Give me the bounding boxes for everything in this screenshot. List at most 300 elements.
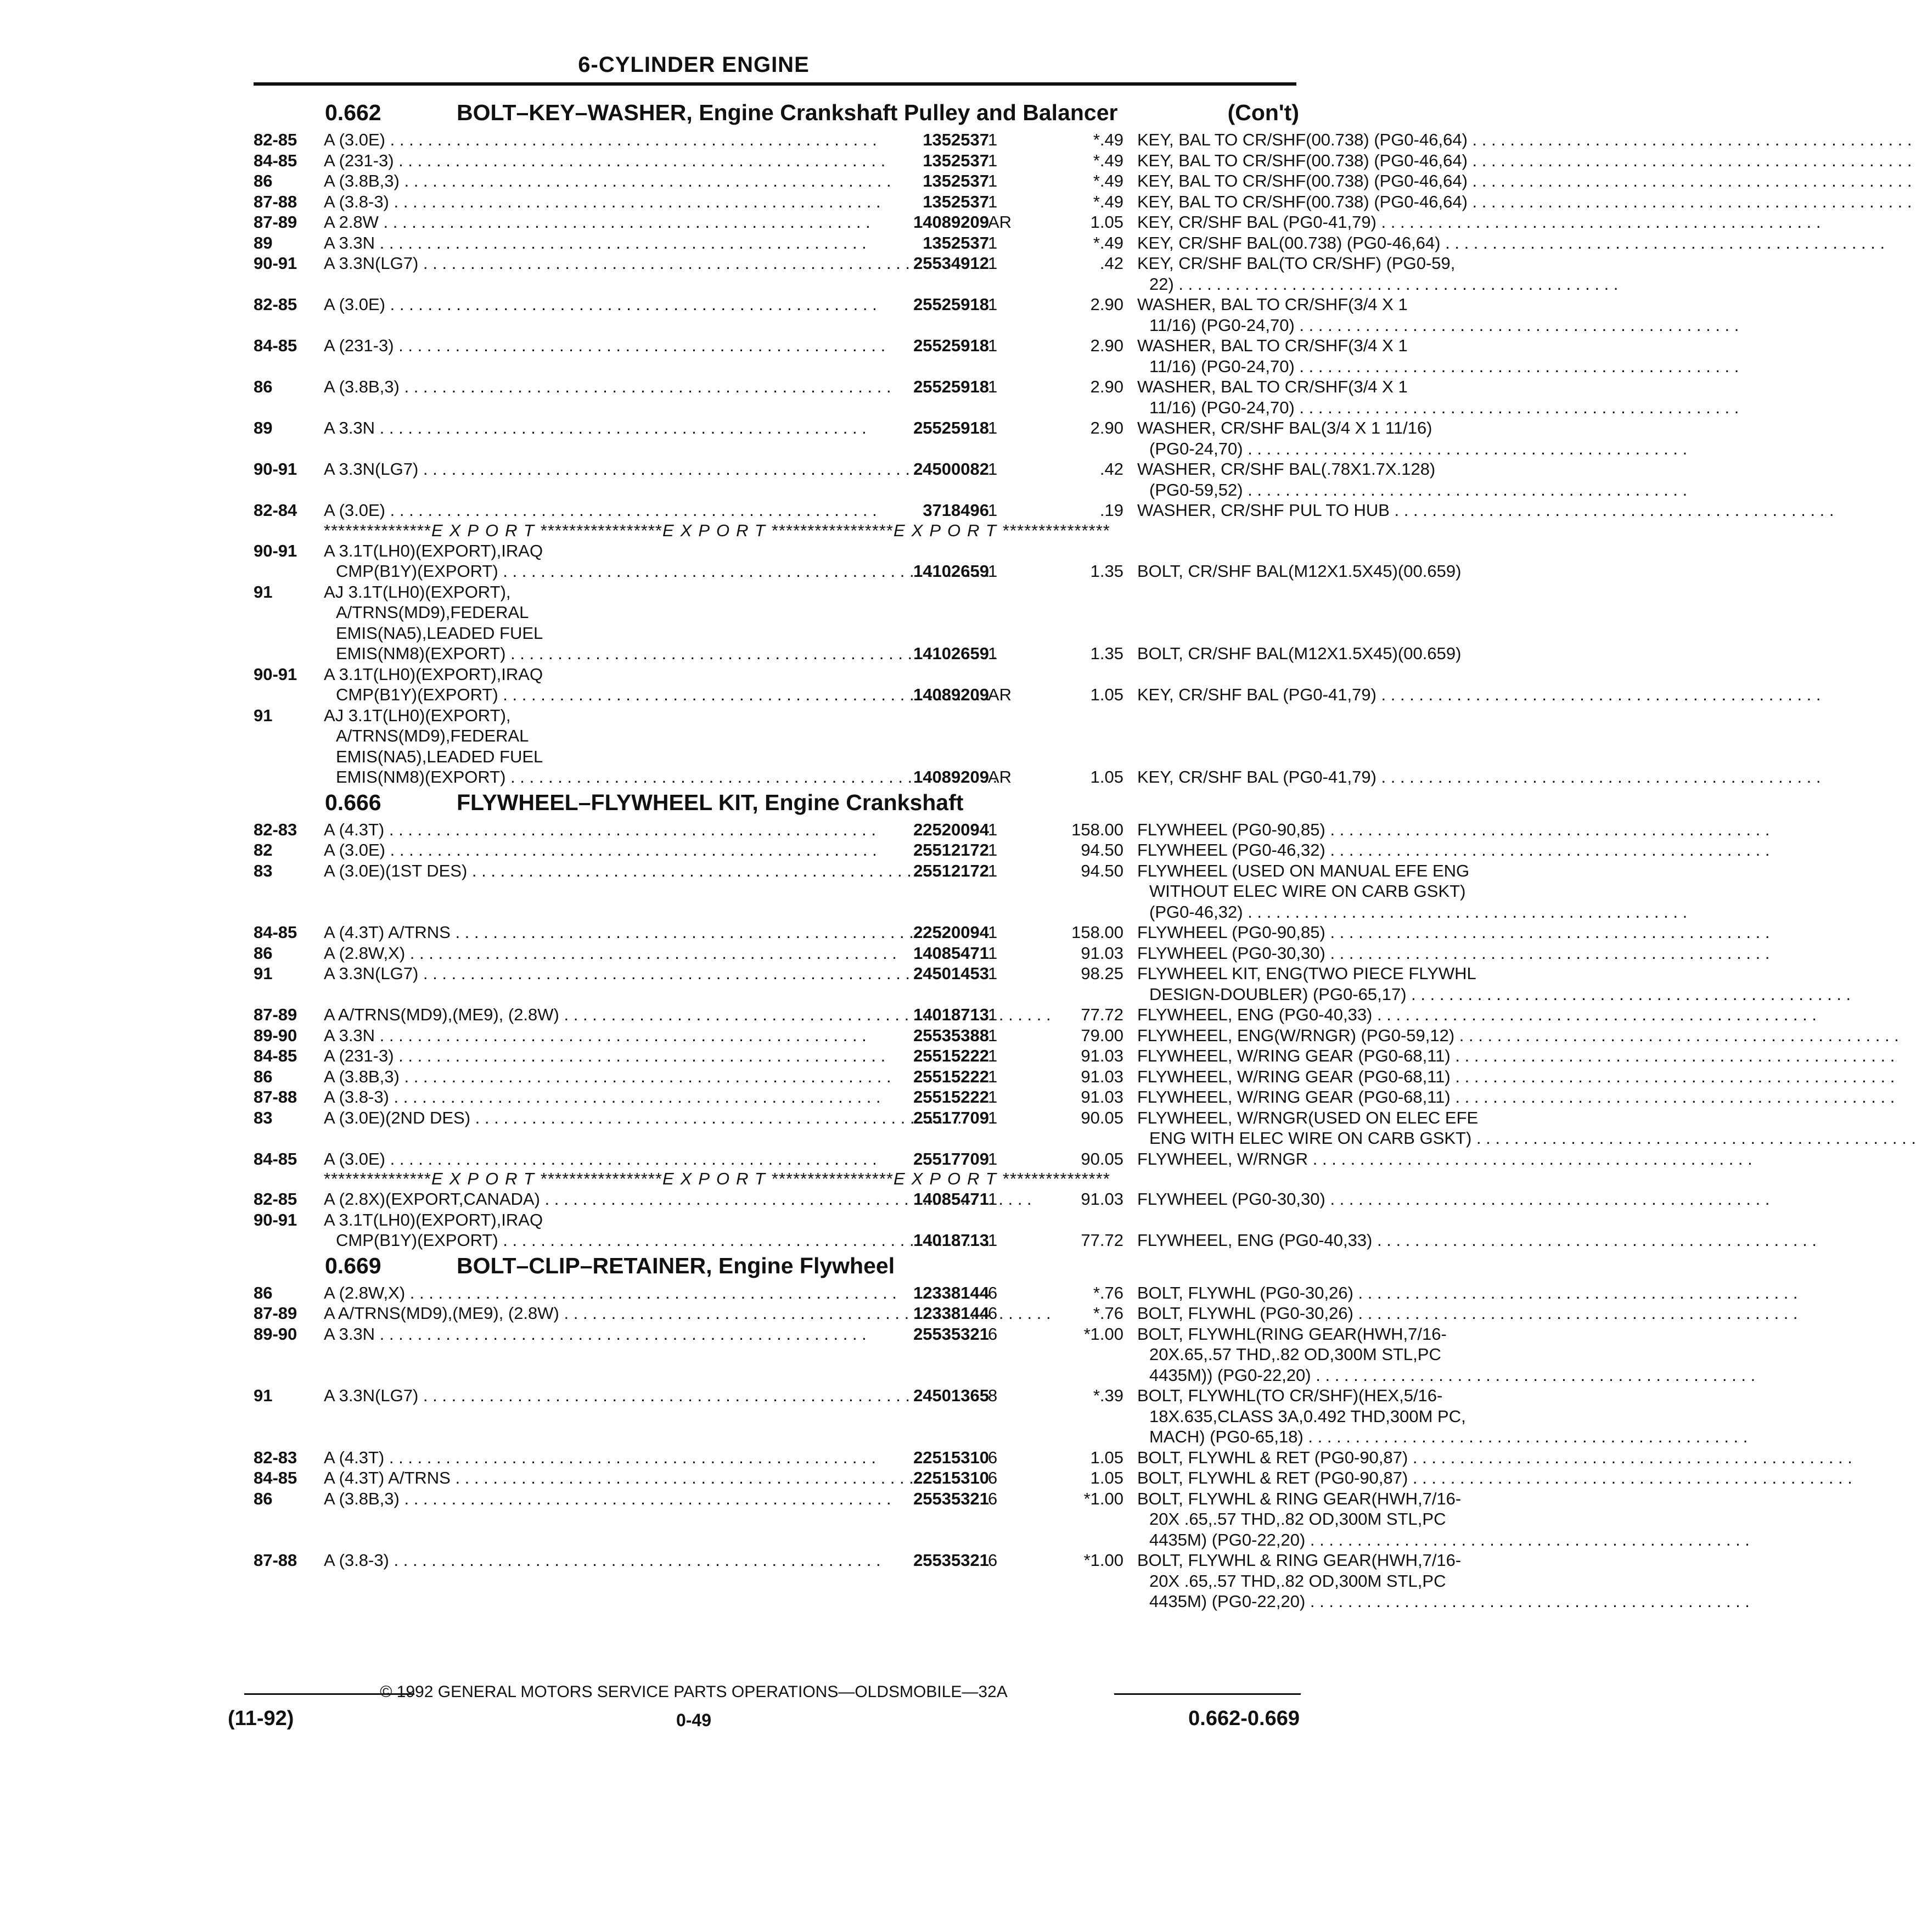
- table-row: [254, 1066, 1451, 1087]
- price: 1.05: [1090, 1447, 1123, 1467]
- part-description: KEY, CR/SHF BAL (PG0-41,79) . . .: [1137, 684, 1847, 705]
- quantity: 1: [988, 1005, 998, 1024]
- quantity: 1: [988, 418, 998, 437]
- model-application: CMP(B1Y)(EXPORT) . . .: [336, 684, 875, 705]
- price: 2.90: [1090, 377, 1123, 396]
- price: 91.03: [1081, 1087, 1123, 1107]
- export-stars: *****************: [771, 520, 894, 540]
- part-description: (PG0-24,70) . . .: [1137, 439, 1859, 459]
- table-row-continued: [254, 767, 1376, 788]
- part-description: FLYWHEEL (PG0-30,30) . . .: [1137, 1189, 1847, 1210]
- quantity: 1: [988, 130, 998, 149]
- model-application: A (4.3T) . . .: [324, 819, 875, 840]
- model-application: A 3.1T(LH0)(EXPORT),IRAQ: [324, 664, 543, 684]
- part-number: 14102659: [913, 561, 989, 581]
- part-description: (PG0-46,32) . . .: [1137, 902, 1859, 923]
- model-year: 83: [254, 1108, 273, 1127]
- part-description: FLYWHEEL, W/RNGR(USED ON ELEC EFE: [1137, 1108, 1479, 1127]
- part-description: FLYWHEEL, ENG (PG0-40,33) . . .: [1137, 1230, 1847, 1251]
- export-label: EXPORT: [893, 1169, 1003, 1188]
- price: 1.05: [1090, 685, 1123, 704]
- part-description: FLYWHEEL (USED ON MANUAL EFE ENG: [1137, 861, 1470, 880]
- part-number: 1352537: [923, 130, 989, 149]
- model-application: A (3.0E) . . .: [324, 1149, 875, 1170]
- part-number: 25515222: [913, 1066, 989, 1086]
- model-year: 90-91: [254, 541, 297, 560]
- model-year: 84-85: [254, 336, 297, 355]
- model-application: A (3.0E) . . .: [324, 130, 875, 150]
- footer-date: (11-92): [228, 1707, 294, 1730]
- export-separator: [254, 1169, 1299, 1189]
- table-row: [254, 1087, 1451, 1108]
- table-row: [254, 1385, 1443, 1406]
- part-number: 1352537: [923, 150, 989, 170]
- export-stars: ***************: [324, 1169, 431, 1188]
- price: 91.03: [1081, 943, 1123, 963]
- part-description: BOLT, FLYWHL & RING GEAR(HWH,7/16-: [1137, 1489, 1462, 1508]
- export-label: EXPORT: [431, 1169, 541, 1188]
- part-description: BOLT, FLYWHL & RING GEAR(HWH,7/16-: [1137, 1551, 1462, 1570]
- part-description: DESIGN-DOUBLER) (PG0-65,17) . . .: [1137, 984, 1859, 1005]
- table-row: [254, 192, 1468, 212]
- part-description: FLYWHEEL KIT, ENG(TWO PIECE FLYWHL: [1137, 964, 1476, 983]
- price: 2.90: [1090, 418, 1123, 437]
- part-number: 25535321: [913, 1551, 989, 1570]
- quantity: 1: [988, 336, 998, 355]
- table-row: [254, 1108, 1479, 1128]
- part-description: FLYWHEEL, W/RING GEAR (PG0-68,11) . . .: [1137, 1066, 1847, 1087]
- page-title: 6-CYLINDER ENGINE: [578, 53, 810, 77]
- quantity: 1: [988, 1231, 998, 1250]
- model-year: 82-84: [254, 501, 297, 520]
- price: .42: [1099, 459, 1123, 479]
- section-title: BOLT–KEY–WASHER, Engine Crankshaft Pulley and Balancer: [457, 100, 1118, 125]
- model-application: CMP(B1Y)(EXPORT) . . .: [336, 1230, 875, 1251]
- table-row-continued: [254, 1230, 1373, 1251]
- model-year: 89: [254, 418, 273, 437]
- table-row-continued: [254, 881, 1466, 902]
- part-description: FLYWHEEL, W/RNGR . . .: [1137, 1149, 1847, 1170]
- part-description: 18X.635,CLASS 3A,0.492 THD,300M PC,: [1149, 1406, 1466, 1426]
- table-row: [254, 130, 1468, 150]
- table-row-continued: [254, 274, 1299, 295]
- part-number: 22520094: [913, 923, 989, 942]
- model-year: 86: [254, 1489, 273, 1508]
- table-row: [254, 1447, 1408, 1468]
- part-description: 22) . . .: [1137, 274, 1859, 295]
- table-row-continued: [254, 1344, 1441, 1365]
- part-description: KEY, CR/SHF BAL(00.738) (PG0-46,64) . . .: [1137, 233, 1847, 254]
- table-row-continued: [254, 1406, 1466, 1427]
- table-row-continued: [254, 1509, 1446, 1530]
- part-description: ENG WITH ELEC WIRE ON CARB GSKT) . . .: [1137, 1128, 1859, 1149]
- table-row: [254, 1210, 1299, 1231]
- table-row: [254, 233, 1441, 254]
- quantity: 1: [988, 1087, 998, 1107]
- model-application: A (3.0E) . . .: [324, 294, 875, 315]
- model-year: 83: [254, 861, 273, 880]
- part-description: 20X .65,.57 THD,.82 OD,300M STL,PC: [1149, 1509, 1446, 1529]
- model-application: A (3.8B,3) . . .: [324, 1489, 875, 1509]
- part-number: 25517709: [913, 1149, 989, 1169]
- model-application: A (3.0E) . . .: [324, 840, 875, 861]
- table-row-continued: [254, 643, 1462, 664]
- table-row: [254, 1468, 1408, 1489]
- part-number: 12338144: [913, 1283, 989, 1302]
- quantity: 1: [988, 295, 998, 314]
- part-number: 25517709: [913, 1108, 989, 1127]
- export-stars: ***************: [1002, 520, 1110, 540]
- table-row: [254, 840, 1325, 861]
- part-number: 25535388: [913, 1025, 989, 1045]
- part-number: 22515310: [913, 1447, 989, 1467]
- model-application: A (3.8B,3) . . .: [324, 1066, 875, 1087]
- model-year: 89-90: [254, 1025, 297, 1045]
- part-number: 14018713: [913, 1005, 989, 1024]
- part-description: BOLT, CR/SHF BAL(M12X1.5X45)(00.659): [1137, 561, 1462, 581]
- model-year: 82-85: [254, 1189, 297, 1209]
- table-row: [254, 582, 1299, 603]
- price: 1.05: [1090, 1468, 1123, 1487]
- price: *.49: [1093, 171, 1123, 190]
- price: 2.90: [1090, 295, 1123, 314]
- table-row-continued: [254, 356, 1299, 377]
- price: 1.05: [1090, 212, 1123, 232]
- part-description: BOLT, FLYWHL(TO CR/SHF)(HEX,5/16-: [1137, 1386, 1443, 1405]
- table-row: [254, 1004, 1373, 1025]
- model-application: A (4.3T) A/TRNS . . .: [324, 922, 875, 943]
- part-description: BOLT, FLYWHL & RET (PG0-90,87) . . .: [1137, 1468, 1847, 1489]
- model-application: A (2.8W,X) . . .: [324, 943, 875, 964]
- table-row: [254, 253, 1456, 274]
- model-application: A/TRNS(MD9),FEDERAL: [336, 726, 529, 745]
- part-number: 24501453: [913, 964, 989, 983]
- quantity: AR: [988, 212, 1012, 232]
- part-number: 25535321: [913, 1324, 989, 1344]
- model-year: 89: [254, 233, 273, 252]
- price: *1.00: [1083, 1489, 1123, 1508]
- model-year: 91: [254, 582, 273, 602]
- model-year: 82-83: [254, 1447, 297, 1467]
- part-description: FLYWHEEL (PG0-30,30) . . .: [1137, 943, 1847, 964]
- model-application: A (4.3T) . . .: [324, 1447, 875, 1468]
- part-number: 1352537: [923, 192, 989, 211]
- part-number: 1352537: [923, 233, 989, 252]
- footer-range: 0.662-0.669: [1188, 1707, 1300, 1730]
- part-description: 20X .65,.57 THD,.82 OD,300M STL,PC: [1149, 1571, 1446, 1591]
- part-description: BOLT, FLYWHL & RET (PG0-90,87) . . .: [1137, 1447, 1847, 1468]
- price: .19: [1099, 501, 1123, 520]
- part-number: 25525918: [913, 295, 989, 314]
- quantity: 6: [988, 1283, 998, 1302]
- model-year: 91: [254, 705, 273, 725]
- table-row: [254, 1303, 1353, 1324]
- model-year: 84-85: [254, 1149, 297, 1169]
- model-application: A 3.3N . . .: [324, 1025, 875, 1046]
- part-description: FLYWHEEL, W/RING GEAR (PG0-68,11) . . .: [1137, 1046, 1847, 1066]
- price: *1.00: [1083, 1551, 1123, 1570]
- part-number: 14085471: [913, 943, 989, 963]
- quantity: 6: [988, 1304, 998, 1323]
- quantity: 1: [988, 1025, 998, 1045]
- model-application: A 3.1T(LH0)(EXPORT),IRAQ: [324, 1210, 543, 1229]
- price: 91.03: [1081, 1066, 1123, 1086]
- model-application: A A/TRNS(MD9),(ME9), (2.8W) . . .: [324, 1004, 875, 1025]
- table-row: [254, 1046, 1451, 1066]
- quantity: 1: [988, 171, 998, 190]
- export-label: EXPORT: [893, 520, 1003, 540]
- model-application: A 2.8W . . .: [324, 212, 875, 233]
- table-row-continued: [254, 397, 1299, 418]
- table-row-continued: [254, 684, 1376, 705]
- table-row: [254, 1025, 1455, 1046]
- quantity: 1: [988, 964, 998, 983]
- model-application: A 3.3N . . .: [324, 418, 875, 439]
- quantity: 1: [988, 923, 998, 942]
- model-year: 87-89: [254, 1005, 297, 1024]
- footer-page-number: 0-49: [676, 1710, 712, 1730]
- export-label: EXPORT: [662, 520, 772, 540]
- table-row: [254, 459, 1436, 480]
- part-number: 14018713: [913, 1231, 989, 1250]
- quantity: 1: [988, 377, 998, 396]
- table-row: [254, 1149, 1308, 1170]
- price: 1.35: [1090, 644, 1123, 663]
- table-row: [254, 418, 1432, 439]
- section-title: BOLT–CLIP–RETAINER, Engine Flywheel: [457, 1253, 895, 1278]
- export-stars: *****************: [771, 1169, 894, 1188]
- part-number: 25515222: [913, 1046, 989, 1065]
- model-application: CMP(B1Y)(EXPORT) . . .: [336, 561, 875, 582]
- quantity: 6: [988, 1468, 998, 1487]
- quantity: 1: [988, 1189, 998, 1209]
- section-number: 0.662: [325, 100, 381, 125]
- table-row-continued: [254, 984, 1407, 1005]
- part-number: 12338144: [913, 1304, 989, 1323]
- part-description: 11/16) (PG0-24,70) . . .: [1137, 356, 1859, 377]
- header-rule: [254, 82, 1296, 86]
- part-number: 25525918: [913, 377, 989, 396]
- model-application: A A/TRNS(MD9),(ME9), (2.8W) . . .: [324, 1303, 875, 1324]
- table-row-continued: [254, 1365, 1311, 1386]
- model-year: 87-88: [254, 1551, 297, 1570]
- price: 98.25: [1081, 964, 1123, 983]
- table-row-continued: [254, 1426, 1303, 1447]
- model-application: A (3.0E)(1ST DES) . . .: [324, 861, 875, 881]
- part-description: KEY, CR/SHF BAL (PG0-41,79) . . .: [1137, 212, 1847, 233]
- part-description: KEY, BAL TO CR/SHF(00.738) (PG0-46,64) . . .: [1137, 171, 1847, 192]
- part-number: 25535321: [913, 1489, 989, 1508]
- quantity: 1: [988, 150, 998, 170]
- part-number: 14089209: [913, 212, 989, 232]
- table-row-continued: [254, 746, 1299, 767]
- table-row: [254, 1324, 1447, 1345]
- price: 77.72: [1081, 1231, 1123, 1250]
- price: 94.50: [1081, 840, 1123, 860]
- quantity: 1: [988, 233, 998, 252]
- footer-copyright: © 1992 GENERAL MOTORS SERVICE PARTS OPERATIONS—OLDSMOBILE—32A: [380, 1683, 1008, 1701]
- table-row: [254, 1489, 1462, 1509]
- model-application: A/TRNS(MD9),FEDERAL: [336, 603, 529, 622]
- part-description: KEY, BAL TO CR/SHF(00.738) (PG0-46,64) . . .: [1137, 150, 1847, 171]
- quantity: 6: [988, 1324, 998, 1344]
- model-year: 90-91: [254, 664, 297, 684]
- quantity: 6: [988, 1447, 998, 1467]
- model-application: EMIS(NA5),LEADED FUEL: [336, 623, 543, 643]
- quantity: 1: [988, 819, 998, 839]
- model-year: 87-89: [254, 1304, 297, 1323]
- table-row: [254, 500, 1390, 521]
- table-row: [254, 1283, 1353, 1304]
- section-continued: (Con't): [1227, 100, 1299, 125]
- model-year: 86: [254, 377, 273, 396]
- export-marker: [324, 521, 1299, 541]
- model-application: A (231-3) . . .: [324, 1046, 875, 1066]
- part-description: KEY, BAL TO CR/SHF(00.738) (PG0-46,64) . . .: [1137, 130, 1847, 150]
- part-description: KEY, CR/SHF BAL (PG0-41,79) . . .: [1137, 767, 1847, 788]
- quantity: AR: [988, 685, 1012, 704]
- price: 158.00: [1071, 923, 1123, 942]
- quantity: 1: [988, 1149, 998, 1169]
- quantity: 1: [988, 501, 998, 520]
- model-application: A 3.1T(LH0)(EXPORT),IRAQ: [324, 541, 543, 560]
- price: *1.00: [1083, 1324, 1123, 1344]
- export-stars: ***************: [324, 520, 431, 540]
- model-application: A (3.8-3) . . .: [324, 1550, 875, 1571]
- part-description: (PG0-59,52) . . .: [1137, 480, 1859, 501]
- table-row-continued: [254, 1591, 1306, 1612]
- section-header: [254, 788, 1299, 819]
- model-year: 86: [254, 1066, 273, 1086]
- model-application: A (3.8B,3) . . .: [324, 171, 875, 192]
- export-separator: [254, 521, 1299, 541]
- quantity: 6: [988, 1551, 998, 1570]
- model-application: A 3.3N(LG7) . . .: [324, 1385, 875, 1406]
- table-row: [254, 943, 1325, 964]
- section-number: 0.666: [325, 789, 381, 815]
- model-year: 86: [254, 943, 273, 963]
- model-year: 84-85: [254, 150, 297, 170]
- model-year: 87-88: [254, 1087, 297, 1107]
- model-year: 84-85: [254, 923, 297, 942]
- model-year: 86: [254, 1283, 273, 1302]
- part-description: WASHER, BAL TO CR/SHF(3/4 X 1: [1137, 377, 1408, 396]
- part-description: 4435M)) (PG0-22,20) . . .: [1137, 1365, 1859, 1386]
- price: 1.05: [1090, 767, 1123, 787]
- price: 79.00: [1081, 1025, 1123, 1045]
- part-description: 4435M) (PG0-22,20) . . .: [1137, 1530, 1859, 1551]
- export-stars: ***************: [1002, 1169, 1110, 1188]
- model-year: 89-90: [254, 1324, 297, 1344]
- part-number: 24501365: [913, 1386, 989, 1405]
- price: 77.72: [1081, 1005, 1123, 1024]
- model-year: 91: [254, 964, 273, 983]
- table-row-continued: [254, 1530, 1306, 1551]
- table-row: [254, 294, 1408, 315]
- model-application: AJ 3.1T(LH0)(EXPORT),: [324, 705, 511, 725]
- model-application: A 3.3N(LG7) . . .: [324, 459, 875, 480]
- part-number: 22515310: [913, 1468, 989, 1487]
- table-row: [254, 1189, 1325, 1210]
- export-label: EXPORT: [431, 520, 541, 540]
- quantity: 8: [988, 1386, 998, 1405]
- part-number: 14102659: [913, 644, 989, 663]
- model-year: 90-91: [254, 459, 297, 479]
- model-application: A (3.8-3) . . .: [324, 192, 875, 212]
- part-description: WASHER, CR/SHF BAL(.78X1.7X.128): [1137, 459, 1436, 479]
- export-marker: [324, 1169, 1299, 1189]
- model-application: AJ 3.1T(LH0)(EXPORT),: [324, 582, 511, 602]
- price: *.39: [1093, 1386, 1123, 1405]
- price: 91.03: [1081, 1046, 1123, 1065]
- model-year: 86: [254, 171, 273, 190]
- quantity: 1: [988, 644, 998, 663]
- table-row: [254, 963, 1476, 984]
- price: .42: [1099, 254, 1123, 273]
- part-description: WASHER, BAL TO CR/SHF(3/4 X 1: [1137, 336, 1408, 355]
- model-application: A (3.8B,3) . . .: [324, 377, 875, 397]
- price: *.76: [1093, 1283, 1123, 1302]
- table-row: [254, 922, 1325, 943]
- part-description: BOLT, FLYWHL (PG0-30,26) . . .: [1137, 1283, 1847, 1304]
- model-year: 90-91: [254, 254, 297, 273]
- table-row: [254, 171, 1468, 192]
- part-number: 25515222: [913, 1087, 989, 1107]
- price: 1.35: [1090, 561, 1123, 581]
- table-row: [254, 541, 1299, 561]
- part-number: 25512172: [913, 861, 989, 880]
- part-description: BOLT, FLYWHL (PG0-30,26) . . .: [1137, 1303, 1847, 1324]
- price: *.49: [1093, 150, 1123, 170]
- price: 94.50: [1081, 861, 1123, 880]
- table-row-continued: [254, 315, 1299, 336]
- model-application: A (3.0E) . . .: [324, 500, 875, 521]
- model-year: 82-85: [254, 295, 297, 314]
- quantity: 1: [988, 192, 998, 211]
- price: 91.03: [1081, 1189, 1123, 1209]
- quantity: 1: [988, 840, 998, 860]
- quantity: 6: [988, 1489, 998, 1508]
- part-description: MACH) (PG0-65,18) . . .: [1137, 1426, 1859, 1447]
- model-application: A (2.8X)(EXPORT,CANADA) . . .: [324, 1189, 875, 1210]
- part-description: WASHER, BAL TO CR/SHF(3/4 X 1: [1137, 295, 1408, 314]
- model-application: A 3.3N . . .: [324, 1324, 875, 1345]
- model-application: A 3.3N(LG7) . . .: [324, 963, 875, 984]
- table-row: [254, 1550, 1462, 1571]
- export-stars: *****************: [540, 520, 662, 540]
- part-description: FLYWHEEL (PG0-90,85) . . .: [1137, 819, 1847, 840]
- part-description: 11/16) (PG0-24,70) . . .: [1137, 397, 1859, 418]
- part-number: 25525918: [913, 336, 989, 355]
- model-application: A 3.3N(LG7) . . .: [324, 253, 875, 274]
- part-number: 25534912: [913, 254, 989, 273]
- part-description: FLYWHEEL, W/RING GEAR (PG0-68,11) . . .: [1137, 1087, 1847, 1108]
- part-description: WASHER, CR/SHF PUL TO HUB . . .: [1137, 500, 1847, 521]
- table-row: [254, 377, 1408, 397]
- model-year: 82-83: [254, 819, 297, 839]
- quantity: 1: [988, 1108, 998, 1127]
- part-description: KEY, CR/SHF BAL(TO CR/SHF) (PG0-59,: [1137, 254, 1456, 273]
- quantity: AR: [988, 767, 1012, 787]
- table-row: [254, 212, 1376, 233]
- model-year: 87-88: [254, 192, 297, 211]
- table-row-continued: [254, 623, 1299, 644]
- model-year: 90-91: [254, 1210, 297, 1229]
- table-row-continued: [254, 561, 1462, 582]
- table-row-continued: [254, 480, 1299, 501]
- section-header: [254, 1251, 1299, 1283]
- export-stars: *****************: [540, 1169, 662, 1188]
